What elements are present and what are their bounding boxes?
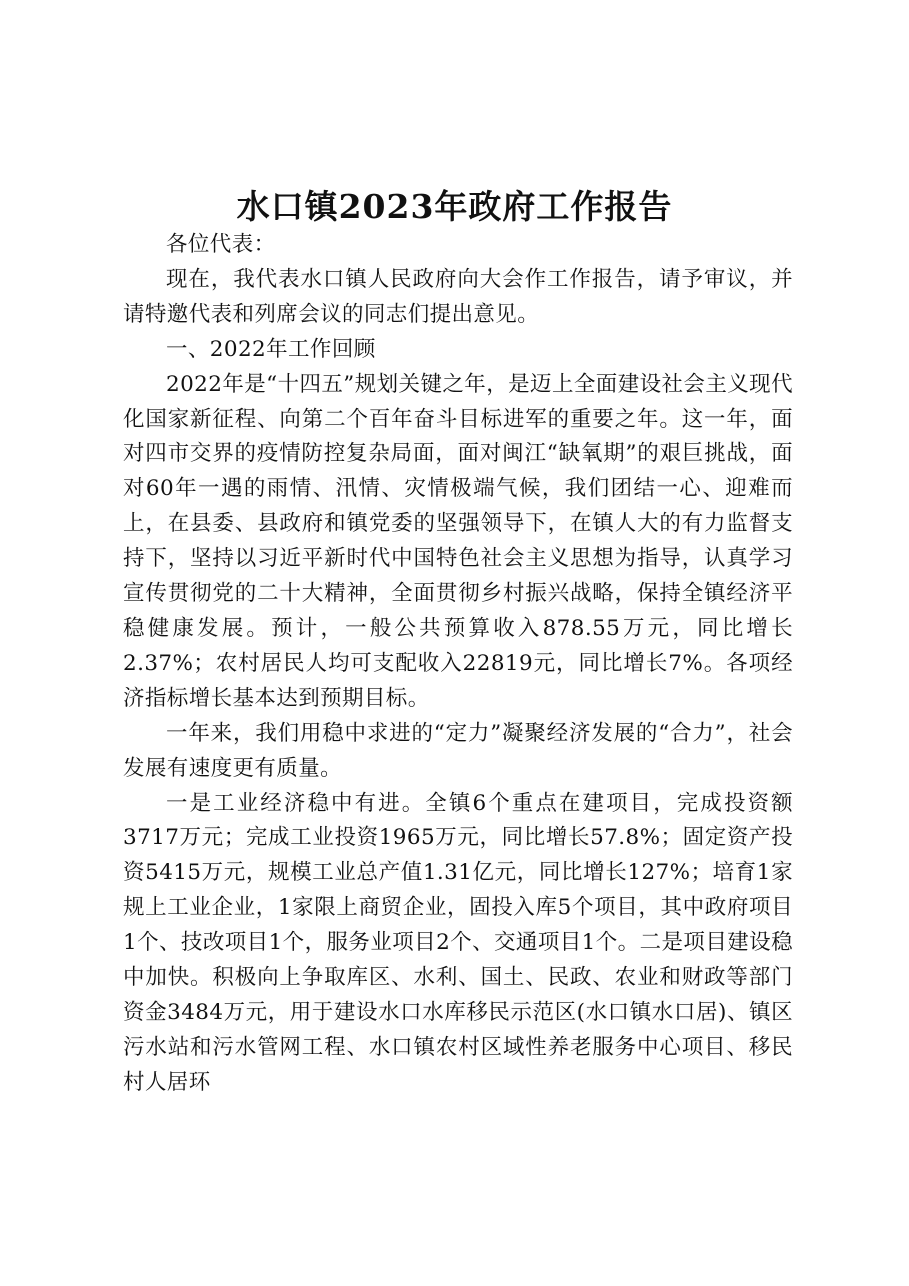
section-heading-review: 一、2022年工作回顾 xyxy=(166,336,376,362)
document-body xyxy=(123,228,793,1101)
review-summary-paragraph: 2022年是“十四五”规划关键之年，是迈上全面建设社会主义现代化国家新征程、向第二个百年奋斗目标进军的重要之年。这一年，面对四市交界的疫情防控复杂局面，面对闽江“缺氧期”的艰巨挑战，面对60年一遇的雨情、汛情、灾情极端气候，我们团结一心、迎难而上，在县委、县政府和镇党委的坚强领导下，在镇人大的有力监督支持下，坚持以习近平新时代中国特色社会主义思想为指导，认真学习宣传贯彻党的二十大精神，全面贯彻乡村振兴战略，保持全镇经济平稳健康发展。预计，一般公共预算收入878.55万元，同比增长2.37%；农村居民人均可支配收入22819元，同比增长7%。各项经济指标增长基本达到预期目标。 xyxy=(123,371,793,711)
salutation-paragraph: 各位代表： xyxy=(166,232,276,257)
document-title: 水口镇2023年政府工作报告 xyxy=(236,187,673,227)
industry-projects-paragraph: 一是工业经济稳中有进。全镇6个重点在建项目，完成投资额3717万元；完成工业投资1965万元，同比增长57.8%；固定资产投资5415万元，规模工业总产值1.31亿元，同比增长127%；培育1家规上工业企业，1家限上商贸企业，固投入库5个项目，其中政府项目1个、技改项目1个，服务业项目2个、交通项目1个。二是项目建设稳中加快。积极向上争取库区、水利、国土、民政、农业和财政等部门资金3484万元，用于建设水口水库移民示范区(水口镇水口居)、镇区污水站和污水管网工程、水口镇农村区域性养老服务中心项目、移民村人居环 xyxy=(123,790,793,1095)
year-overview-paragraph: 一年来，我们用稳中求进的“定力”凝聚经济发展的“合力”，社会发展有速度更有质量。 xyxy=(123,720,793,781)
intro-paragraph: 现在，我代表水口镇人民政府向大会作工作报告，请予审议，并请特邀代表和列席会议的同志们提出意见。 xyxy=(123,266,793,327)
